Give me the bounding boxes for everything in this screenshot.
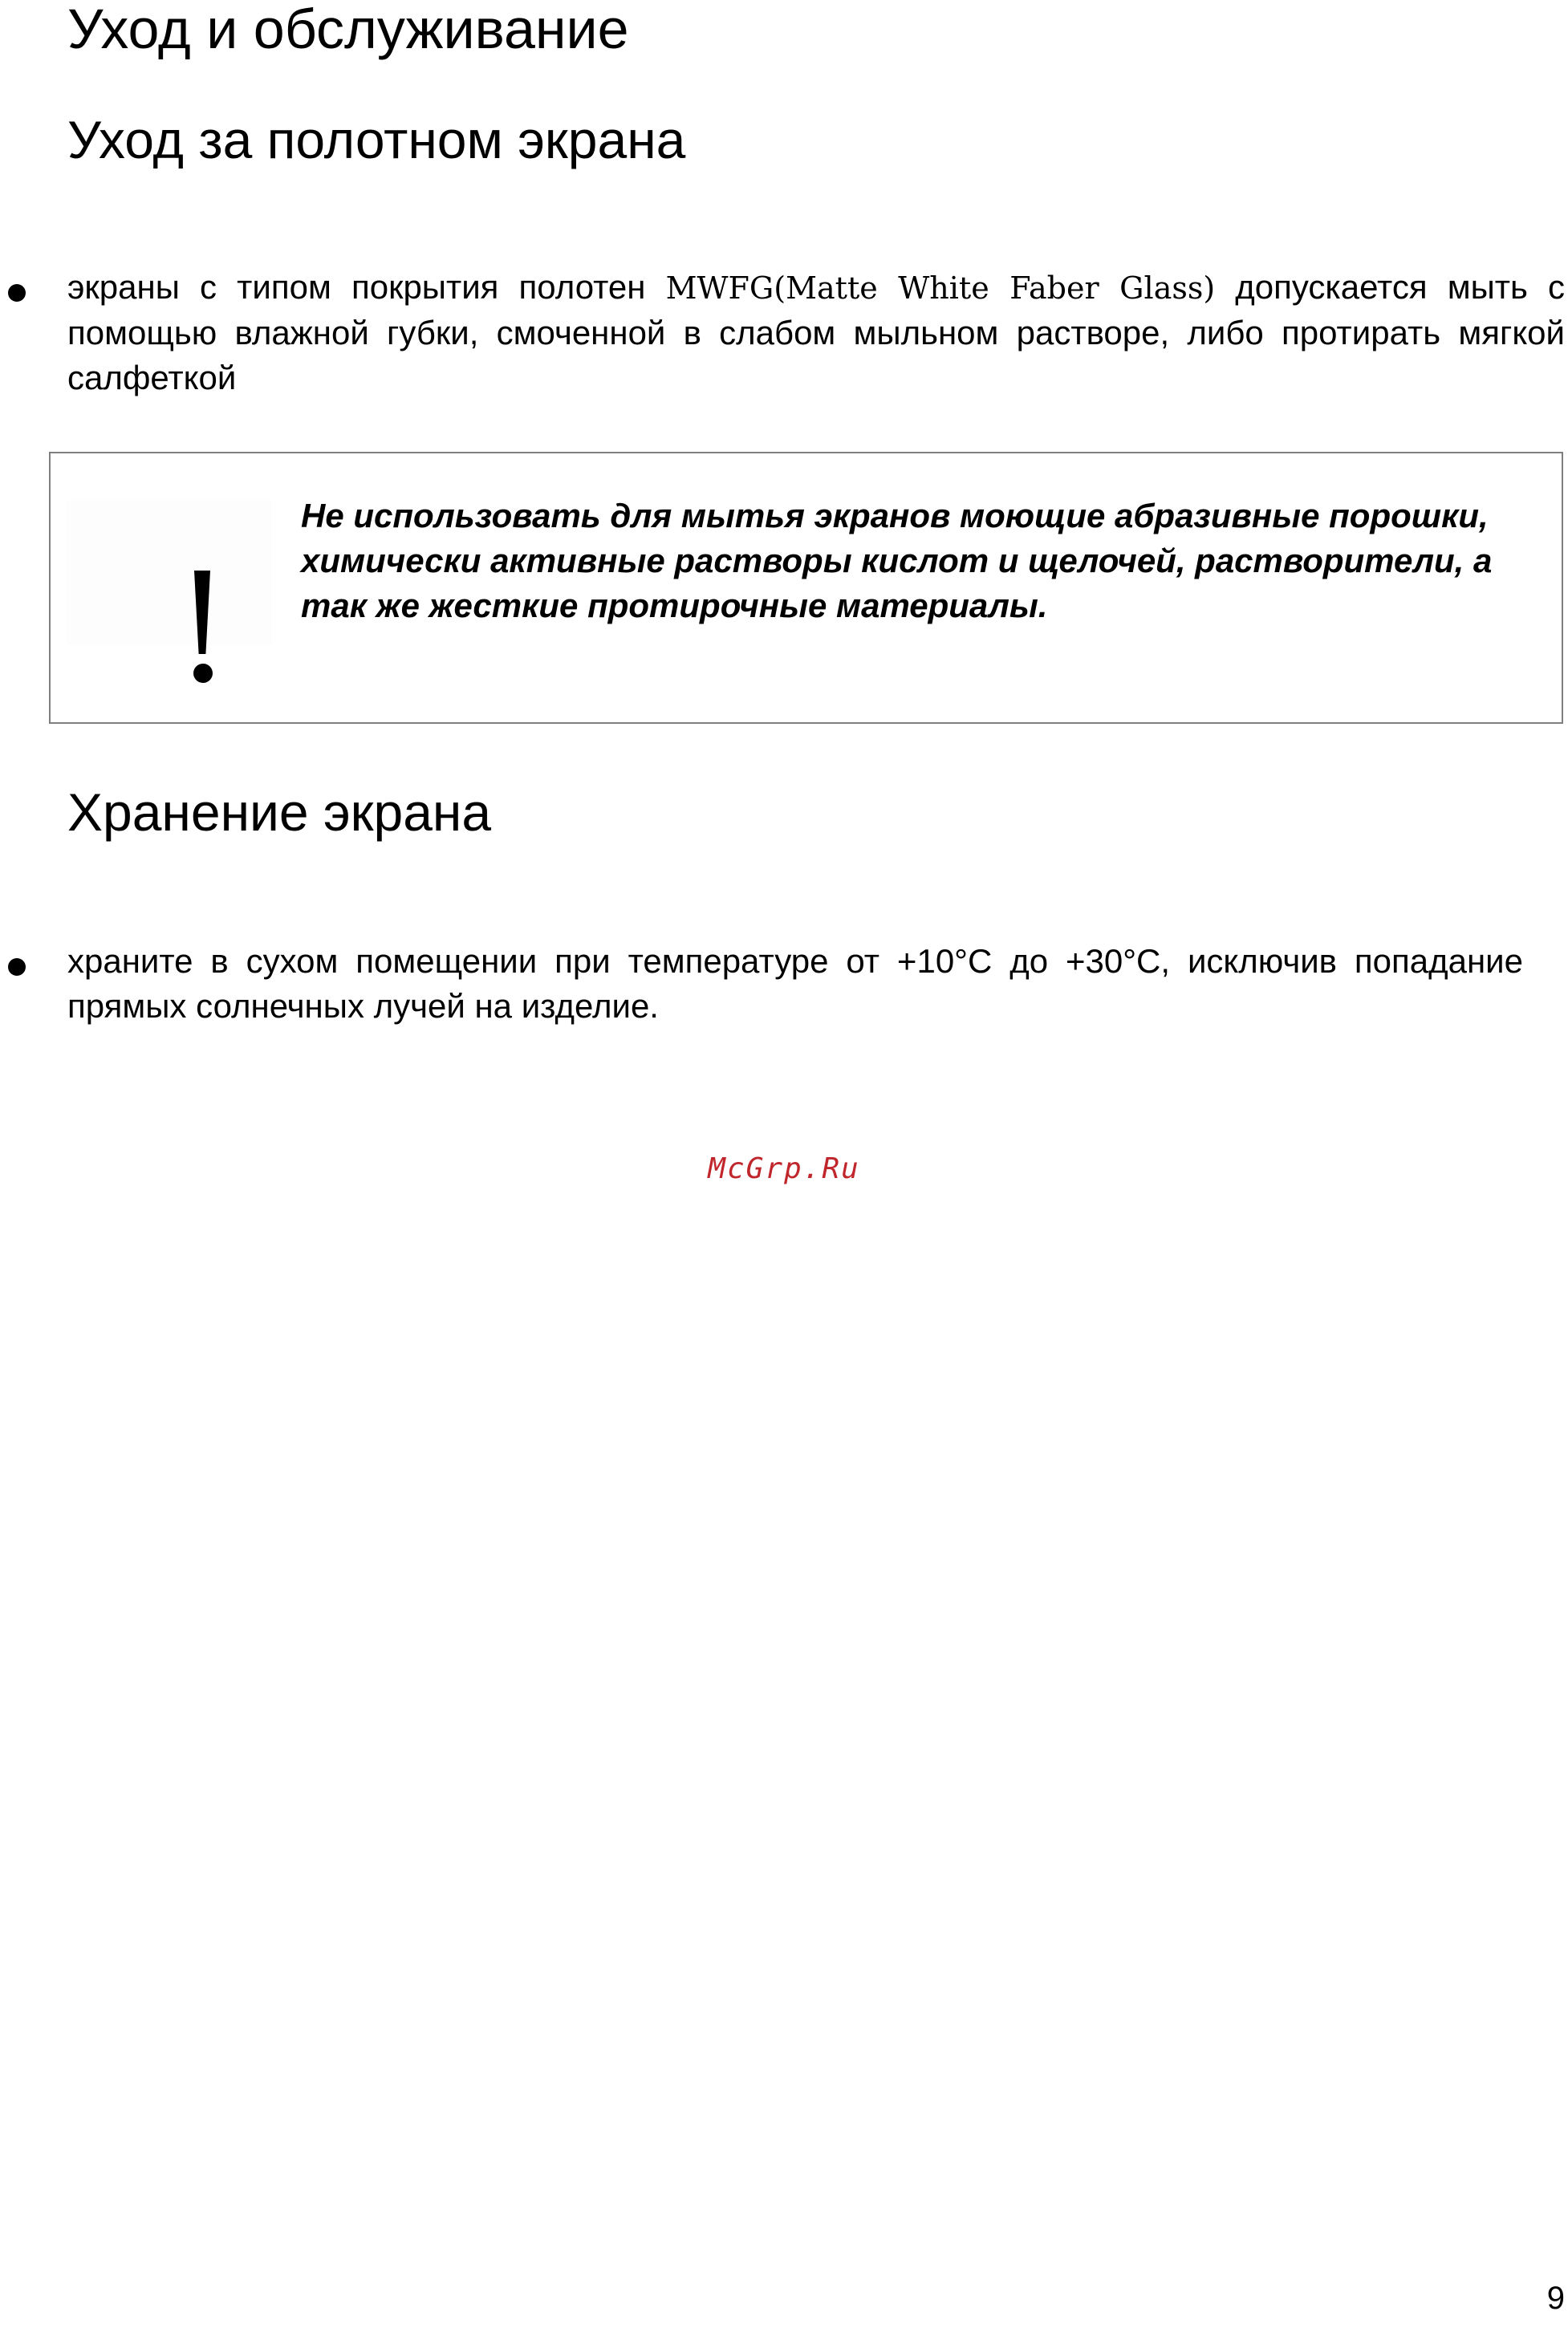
page-number: 9 [1546, 2281, 1565, 2316]
warning-box [49, 452, 1563, 724]
exclamation-dot [193, 664, 213, 683]
watermark-link[interactable]: McGrp.Ru [708, 1152, 860, 1185]
storage-item-text: храните в сухом помещении при температуре от +10°C до +30°C, исключив попадание прямых солнечных лучей на изделие. [67, 942, 1523, 1025]
warning-text: Не использовать для мытья экранов моющие абразивные порошки, химически активные растворы кислот и щелочей, растворители, а так же жесткие протирочные материалы. [301, 497, 1493, 624]
care-item-text-after: допускается мыть с помощью влажной губки, смоченной в слабом мыльном растворе, либо протирать мягкой салфеткой [67, 268, 1566, 396]
bullet-icon [8, 958, 26, 976]
page-heading: Уход и обслуживание [67, 0, 629, 60]
exclamation-icon [67, 500, 272, 644]
section-title-care: Уход за полотном экрана [67, 110, 686, 169]
care-item-text [67, 265, 1565, 400]
care-item-text-before: экраны с типом покрытия полотен [67, 268, 666, 306]
exclamation-bar [194, 571, 210, 654]
coating-type: MWFG(Matte White Faber Glass) [665, 270, 1216, 306]
bullet-icon [8, 284, 26, 302]
section-title-storage: Хранение экрана [67, 782, 492, 842]
